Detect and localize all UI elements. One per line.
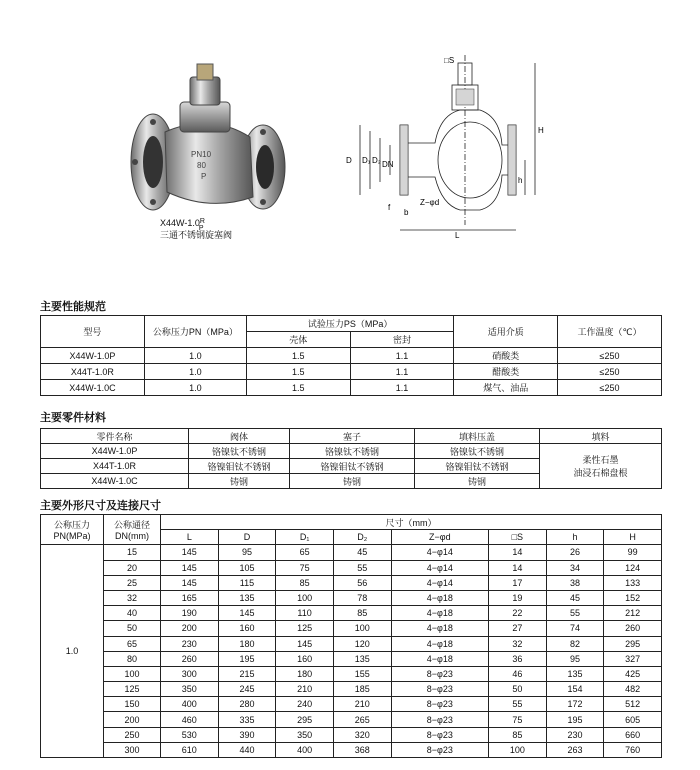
cell: 78 [333, 590, 391, 605]
cell: 40 [104, 606, 161, 621]
cell: 铬镍钛不锈钢 [415, 444, 540, 459]
cell: 99 [604, 545, 662, 560]
cell: 80 [104, 651, 161, 666]
body-marking-2: 80 [197, 161, 206, 170]
section1-title: 主要性能规范 [40, 301, 106, 313]
dim-col-7: H [604, 530, 662, 545]
cell: 212 [604, 606, 662, 621]
cell: ≤250 [558, 348, 662, 364]
cell: 100 [104, 666, 161, 681]
cell: 180 [276, 666, 334, 681]
cell: ≤250 [558, 380, 662, 396]
dn-header-line1: 公称通径 [113, 520, 150, 531]
cell: 34 [546, 560, 604, 575]
col-shell: 壳体 [246, 332, 350, 348]
col-size-header: 尺寸（mm） [161, 515, 662, 530]
packing-line2: 油浸石棉盘根 [573, 468, 628, 478]
cell: 145 [161, 545, 219, 560]
cell: 660 [604, 727, 662, 742]
cell: 100 [489, 742, 547, 757]
cell: 195 [218, 651, 276, 666]
technical-drawing [340, 55, 550, 240]
cell: 230 [161, 636, 219, 651]
table-row [41, 380, 662, 396]
cell: 327 [604, 651, 662, 666]
cell: X44W-1.0P [41, 348, 145, 364]
cell: 110 [276, 606, 334, 621]
cell: 22 [489, 606, 547, 621]
cell: 145 [161, 575, 219, 590]
dim-col-4: Z−φd [391, 530, 488, 545]
col-body: 阀体 [189, 429, 290, 444]
cell: 245 [218, 682, 276, 697]
cell: 8−φ23 [391, 727, 488, 742]
dim-col-0: L [161, 530, 219, 545]
cell: 4−φ18 [391, 621, 488, 636]
cell: 150 [104, 697, 161, 712]
cell: 135 [546, 666, 604, 681]
cell: 8−φ23 [391, 697, 488, 712]
cell: 铬镍钼钛不锈钢 [290, 459, 415, 474]
cell: 120 [333, 636, 391, 651]
product-caption [160, 218, 280, 241]
cell: X44T-1.0R [41, 459, 189, 474]
cell: 190 [161, 606, 219, 621]
cell: 512 [604, 697, 662, 712]
label-D: D [346, 156, 352, 165]
label-D2: D₂ [372, 156, 381, 165]
cell: 172 [546, 697, 604, 712]
cell: 1.5 [246, 348, 350, 364]
cell: 124 [604, 560, 662, 575]
packing-line1: 柔性石墨 [582, 455, 619, 465]
cell: 55 [333, 560, 391, 575]
cell: 32 [489, 636, 547, 651]
cell: 1.1 [350, 364, 454, 380]
cell: 8−φ23 [391, 666, 488, 681]
col-pn-header [41, 515, 104, 545]
cell: 32 [104, 590, 161, 605]
cell: 200 [161, 621, 219, 636]
cell: 36 [489, 651, 547, 666]
cell: 1.5 [246, 380, 350, 396]
cell: 铬镍钼钛不锈钢 [415, 459, 540, 474]
cell: 82 [546, 636, 604, 651]
cell: 215 [218, 666, 276, 681]
table-row [41, 590, 662, 605]
cell: 530 [161, 727, 219, 742]
cell: 14 [489, 560, 547, 575]
packing-cell [540, 444, 662, 489]
table-row [41, 606, 662, 621]
cell: 125 [276, 621, 334, 636]
cell: 425 [604, 666, 662, 681]
table-row [41, 575, 662, 590]
cell: 263 [546, 742, 604, 757]
cell: 760 [604, 742, 662, 757]
col-packing: 填料 [540, 429, 662, 444]
pn-header-line2: PN(MPa) [53, 531, 91, 542]
cell: 180 [218, 636, 276, 651]
cell: 390 [218, 727, 276, 742]
cell: 27 [489, 621, 547, 636]
cell: 15 [104, 545, 161, 560]
dim-col-1: D [218, 530, 276, 545]
col-plug: 塞子 [290, 429, 415, 444]
cell: 95 [218, 545, 276, 560]
table-row [41, 560, 662, 575]
cell: 125 [104, 682, 161, 697]
cell: 440 [218, 742, 276, 757]
cell: 铸钢 [189, 474, 290, 489]
cell: 45 [546, 590, 604, 605]
cell: 20 [104, 560, 161, 575]
table-row [41, 697, 662, 712]
cell: 1.0 [144, 364, 246, 380]
cell: 75 [276, 560, 334, 575]
table-row [41, 682, 662, 697]
cell: 8−φ23 [391, 682, 488, 697]
dim-col-3: D₂ [333, 530, 391, 545]
table-row [41, 712, 662, 727]
label-D1: D₁ [362, 156, 371, 165]
table-row [41, 636, 662, 651]
dim-col-5: □S [489, 530, 547, 545]
valve-photo [125, 62, 290, 217]
cell: 368 [333, 742, 391, 757]
cell: 165 [161, 590, 219, 605]
cell: 25 [104, 575, 161, 590]
cell: 335 [218, 712, 276, 727]
cell: 460 [161, 712, 219, 727]
body-marking-3: P [201, 172, 207, 181]
cell: 14 [489, 545, 547, 560]
cell: 74 [546, 621, 604, 636]
cell: 8−φ23 [391, 742, 488, 757]
cell: 265 [333, 712, 391, 727]
cell: 65 [276, 545, 334, 560]
col-temp: 工作温度（℃） [558, 316, 662, 348]
cell: 145 [218, 606, 276, 621]
materials-table [40, 428, 662, 489]
cell: 4−φ18 [391, 590, 488, 605]
product-name: 三通不锈钢旋塞阀 [160, 230, 233, 240]
cell: 38 [546, 575, 604, 590]
cell: 煤气、油品 [454, 380, 558, 396]
cell: 260 [604, 621, 662, 636]
label-DN: DN [382, 160, 394, 169]
col-dn-header [104, 515, 161, 545]
cell: 320 [333, 727, 391, 742]
cell: 185 [333, 682, 391, 697]
cell: 4−φ14 [391, 575, 488, 590]
cell: 55 [546, 606, 604, 621]
cell: 610 [161, 742, 219, 757]
cell: 115 [218, 575, 276, 590]
cell: 135 [333, 651, 391, 666]
cell: 4−φ18 [391, 606, 488, 621]
dimensions-table [40, 514, 662, 758]
cell: 铸钢 [415, 474, 540, 489]
table-row [41, 651, 662, 666]
cell: 85 [333, 606, 391, 621]
cell: 8−φ23 [391, 712, 488, 727]
col-gland: 填料压盖 [415, 429, 540, 444]
cell: 145 [276, 636, 334, 651]
cell: 350 [276, 727, 334, 742]
cell: 350 [161, 682, 219, 697]
cell: 铬镍钼钛不锈钢 [189, 459, 290, 474]
cell: 1.0 [144, 348, 246, 364]
cell: 26 [546, 545, 604, 560]
cell: 85 [276, 575, 334, 590]
col-part: 零件名称 [41, 429, 189, 444]
label-square-s: □S [444, 56, 455, 65]
cell: 300 [104, 742, 161, 757]
cell: 65 [104, 636, 161, 651]
product-model [160, 218, 280, 230]
cell: 145 [161, 560, 219, 575]
pn-header-line1: 公称压力 [53, 520, 90, 531]
cell: 45 [333, 545, 391, 560]
cell: 1.1 [350, 348, 454, 364]
cell: X44W-1.0P [41, 444, 189, 459]
cell: 240 [276, 697, 334, 712]
cell: 75 [489, 712, 547, 727]
table-row [41, 742, 662, 757]
cell: 160 [218, 621, 276, 636]
col-pn: 公称压力PN（MPa） [144, 316, 246, 348]
cell: 19 [489, 590, 547, 605]
cell: X44W-1.0C [41, 474, 189, 489]
section2-title: 主要零件材料 [40, 412, 106, 424]
cell: 100 [276, 590, 334, 605]
table-row [41, 621, 662, 636]
model-base: X44W-1.0 [160, 218, 200, 228]
table-row [41, 364, 662, 380]
cell: 155 [333, 666, 391, 681]
cell: 55 [489, 697, 547, 712]
cell: 295 [276, 712, 334, 727]
section3-title: 主要外形尺寸及连接尺寸 [40, 500, 161, 512]
cell: 160 [276, 651, 334, 666]
cell: 295 [604, 636, 662, 651]
cell: 95 [546, 651, 604, 666]
label-Zd: Z−φd [420, 198, 440, 207]
model-sup: R [199, 218, 205, 225]
model-sub: P [198, 225, 204, 232]
cell: 铬镍钛不锈钢 [290, 444, 415, 459]
col-model: 型号 [41, 316, 145, 348]
cell: 105 [218, 560, 276, 575]
table-row [41, 348, 662, 364]
cell: 50 [489, 682, 547, 697]
col-seal: 密封 [350, 332, 454, 348]
label-f: f [388, 203, 391, 212]
performance-table [40, 315, 662, 396]
cell: 铬镍钛不锈钢 [189, 444, 290, 459]
cell: 1.5 [246, 364, 350, 380]
cell: 400 [276, 742, 334, 757]
cell: 4−φ18 [391, 636, 488, 651]
table-row [41, 545, 662, 560]
cell: X44T-1.0R [41, 364, 145, 380]
cell: 4−φ14 [391, 560, 488, 575]
cell: 300 [161, 666, 219, 681]
cell: 100 [333, 621, 391, 636]
table-row [41, 727, 662, 742]
cell: 133 [604, 575, 662, 590]
dim-col-2: D₁ [276, 530, 334, 545]
cell: 醋酸类 [454, 364, 558, 380]
cell: 605 [604, 712, 662, 727]
cell: X44W-1.0C [41, 380, 145, 396]
cell: 152 [604, 590, 662, 605]
cell: 46 [489, 666, 547, 681]
cell: 482 [604, 682, 662, 697]
cell: 260 [161, 651, 219, 666]
cell: 154 [546, 682, 604, 697]
cell: 195 [546, 712, 604, 727]
dim-col-6: h [546, 530, 604, 545]
table-row [41, 666, 662, 681]
cell: 硝酸类 [454, 348, 558, 364]
cell: 4−φ14 [391, 545, 488, 560]
label-L: L [455, 231, 460, 240]
pn-value: 1.0 [41, 545, 104, 758]
cell: 铸钢 [290, 474, 415, 489]
cell: ≤250 [558, 364, 662, 380]
label-H: H [538, 126, 544, 135]
cell: 210 [276, 682, 334, 697]
table-row [41, 444, 662, 459]
cell: 50 [104, 621, 161, 636]
cell: 56 [333, 575, 391, 590]
cell: 17 [489, 575, 547, 590]
cell: 400 [161, 697, 219, 712]
label-b: b [404, 208, 409, 217]
cell: 210 [333, 697, 391, 712]
cell: 230 [546, 727, 604, 742]
cell: 280 [218, 697, 276, 712]
label-h: h [518, 176, 523, 185]
col-test-pressure: 试验压力PS（MPa） [246, 316, 453, 332]
cell: 85 [489, 727, 547, 742]
cell: 135 [218, 590, 276, 605]
cell: 1.0 [144, 380, 246, 396]
cell: 250 [104, 727, 161, 742]
cell: 4−φ18 [391, 651, 488, 666]
cell: 1.1 [350, 380, 454, 396]
col-medium: 适用介质 [454, 316, 558, 348]
body-marking-1: PN10 [191, 150, 212, 159]
dn-header-line2: DN(mm) [115, 531, 149, 542]
cell: 200 [104, 712, 161, 727]
